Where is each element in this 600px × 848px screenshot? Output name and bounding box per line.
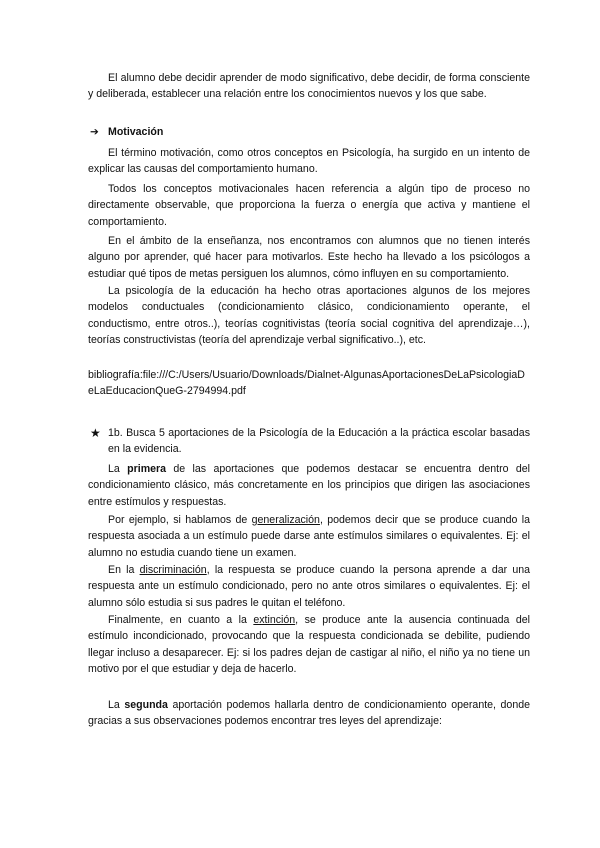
primera-bold: primera [127,463,167,475]
segunda-paragraph: La segunda aportación podemos hallarla dentro de condicionamiento operante, donde gracias a sus observaciones podemos encontrar tres leyes del aprendizaje: [88,699,531,728]
motivacion-paragraph-2: Todos los conceptos motivacionales hacen referencia a algún tipo de proceso no directamente observable, que proporciona la fuerza o energía que activa y mantiene el comportamiento. [88,183,530,228]
segunda-bold: segunda [124,699,168,711]
task-item [90,425,530,458]
extincion-paragraph: Finalmente, en cuanto a la extinción, se produce ante la ausencia continuada del estímulo incondicionado, provocando que la respuesta condicionada se debilite, pudiendo llegar incluso a desaparecer. Ej: si los padres dejan de castigar al niño, el niño ya no tiene un motivo por el que estudiar y deja de hacerlo. [88,614,531,676]
motivacion-paragraph-1: El término motivación, como otros conceptos en Psicología, ha surgido en un intento de explicar las causas del comportamiento humano. [88,147,530,176]
discriminacion-paragraph: En la discriminación, la respuesta se produce cuando la persona aprende a dar una respuesta ante un estímulo condicionado, pero no ante otros similares o equivalentes. Ej: el alumno sólo estudia si sus padres le quitan el teléfono. [88,564,530,609]
intro-paragraph: El alumno debe decidir aprender de modo significativo, debe decidir, de forma consciente y deliberada, establecer una relación entre los conocimientos nuevos y los que sabe. [88,72,530,101]
primera-paragraph: La primera de las aportaciones que podemos destacar se encuentra dentro del condicionamiento clásico, más concretamente en los principios que dirigen las asociaciones entre estímulos y respuestas. [88,463,530,508]
bibliography-link[interactable]: bibliografía:file:///C:/Users/Usuario/Downloads/Dialnet-AlgunasAportacionesDeLaPsicologiaDeLaEducacionQueG-2794994.pdf [88,369,525,398]
task-text: 1b. Busca 5 aportaciones de la Psicología de la Educación a la práctica escolar basadas en la evidencia. [108,427,530,456]
motivacion-heading-text: Motivación [108,126,164,138]
generalizacion-term: generalización [251,514,320,526]
motivacion-paragraph-3: En el ámbito de la enseñanza, nos encontramos con alumnos que no tienen interés alguno por aprender, qué hacer para motivarlos. Este hecho ha llevado a los psicólogos a estudiar qué tipos de metas persiguen los alumnos, cómo influyen en su comportamiento. [88,235,530,280]
discriminacion-term: discriminación [139,564,207,576]
motivacion-paragraph-4: La psicología de la educación ha hecho otras aportaciones algunos de los mejores modelos conductuales (condicionamiento clásico, condicionamiento operante, el conductismo, entre otros..), teorías cognitivistas (teoría social cognitiva del aprendizaje…), teorías constructivistas (teoría del aprendizaje verbal significativo..), etc. [88,285,530,347]
star-icon: ★ [90,426,101,440]
generalizacion-paragraph: Por ejemplo, si hablamos de generalización, podemos decir que se produce cuando la respuesta asociada a un estímulo puede darse ante estímulos similares o equivalentes. Ej: el alumno no estudia cuando tiene un examen. [88,514,530,559]
extincion-term: extinción [253,614,296,626]
arrow-icon: ➔ [90,126,99,138]
motivacion-heading [90,124,163,140]
